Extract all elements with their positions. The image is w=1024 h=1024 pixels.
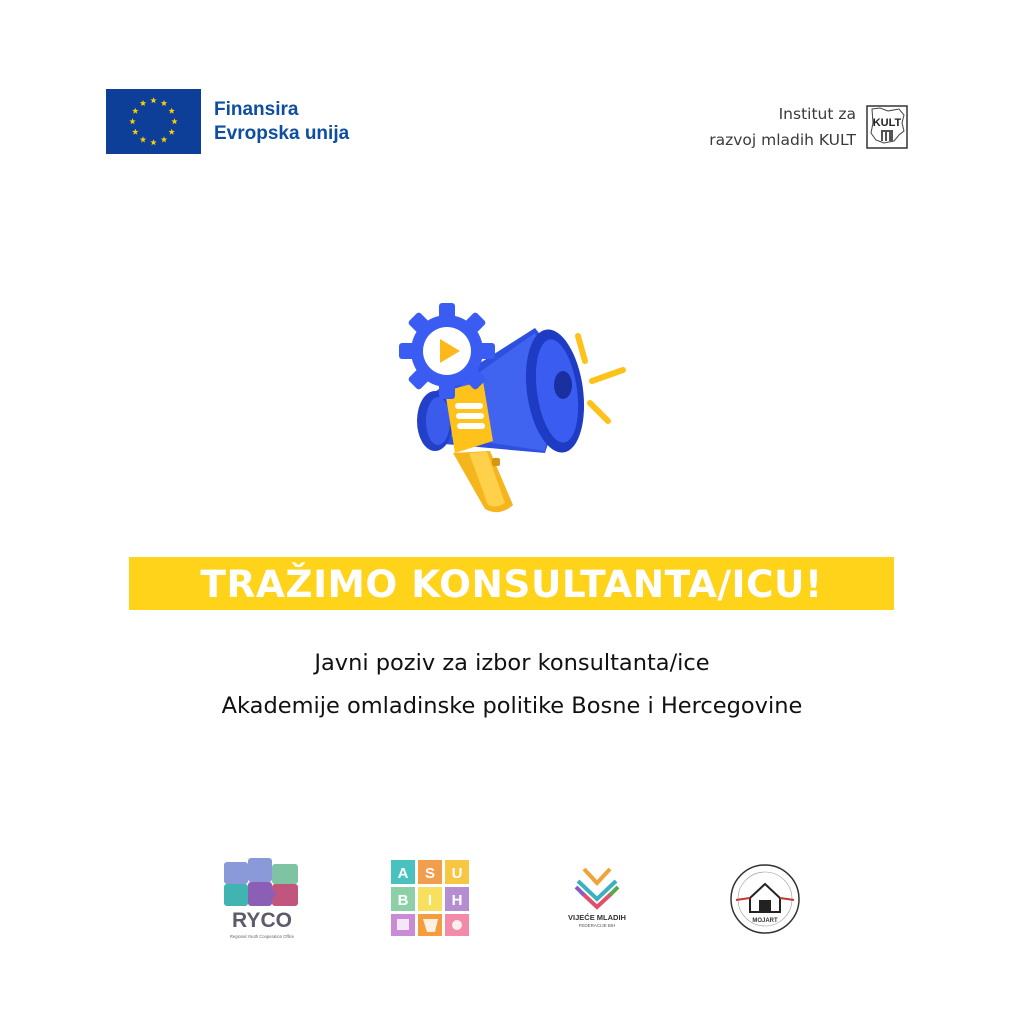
eu-star-icon [132, 108, 138, 114]
eu-flag-icon [106, 89, 201, 154]
eu-star-icon [168, 129, 174, 135]
kult-logo-icon [866, 105, 908, 149]
subtitle-line1: Javni poziv za izbor konsultanta/ice [314, 650, 710, 676]
eu-text-line2: Evropska unija [214, 122, 350, 144]
kult-logo-text: KULT [872, 117, 902, 129]
mojart-name: MOJART [752, 918, 778, 924]
ryco-logo [220, 856, 305, 942]
kult-text [709, 101, 856, 153]
eu-star-icon [161, 100, 167, 106]
eu-star-icon [150, 139, 156, 145]
eu-star-icon [129, 118, 135, 124]
headline-text: TRAŽIMO KONSULTANTA/ICU! [200, 561, 823, 606]
eu-star-icon [168, 108, 174, 114]
asubih-letter-b: B [397, 892, 409, 909]
vijece-line1: VIJEĆE MLADIH [568, 913, 626, 922]
asubih-logo [389, 858, 471, 938]
eu-star-icon [150, 97, 156, 103]
asubih-letter-s: S [424, 865, 436, 882]
asubih-letter-i: I [427, 892, 433, 909]
eu-star-icon [171, 118, 177, 124]
eu-star-icon [140, 136, 146, 142]
eu-text-line1: Finansira [214, 98, 299, 120]
asubih-letter-u: U [451, 865, 463, 882]
subtitle-line2: Akademije omladinske politike Bosne i Hercegovine [221, 693, 803, 719]
eu-star-icon [132, 129, 138, 135]
mojart-logo [728, 862, 802, 936]
kult-institute-logo [709, 101, 908, 153]
kult-text-line2: razvoj mladih KULT [709, 131, 856, 149]
ryco-tagline: Regional Youth Cooperation Office [229, 934, 295, 939]
megaphone-icon [395, 303, 630, 518]
ryco-name: RYCO [232, 909, 292, 932]
eu-funding-logo [106, 89, 349, 154]
eu-star-icon [161, 136, 167, 142]
vijece-line2: FEDERACIJE BIH [578, 923, 616, 928]
asubih-letter-h: H [451, 892, 463, 909]
kult-text-line1: Institut za [778, 105, 856, 123]
vijece-mladih-logo [562, 861, 632, 931]
eu-star-icon [140, 100, 146, 106]
asubih-letter-a: A [397, 865, 409, 882]
eu-funding-text [214, 98, 349, 146]
headline-banner [129, 557, 894, 610]
